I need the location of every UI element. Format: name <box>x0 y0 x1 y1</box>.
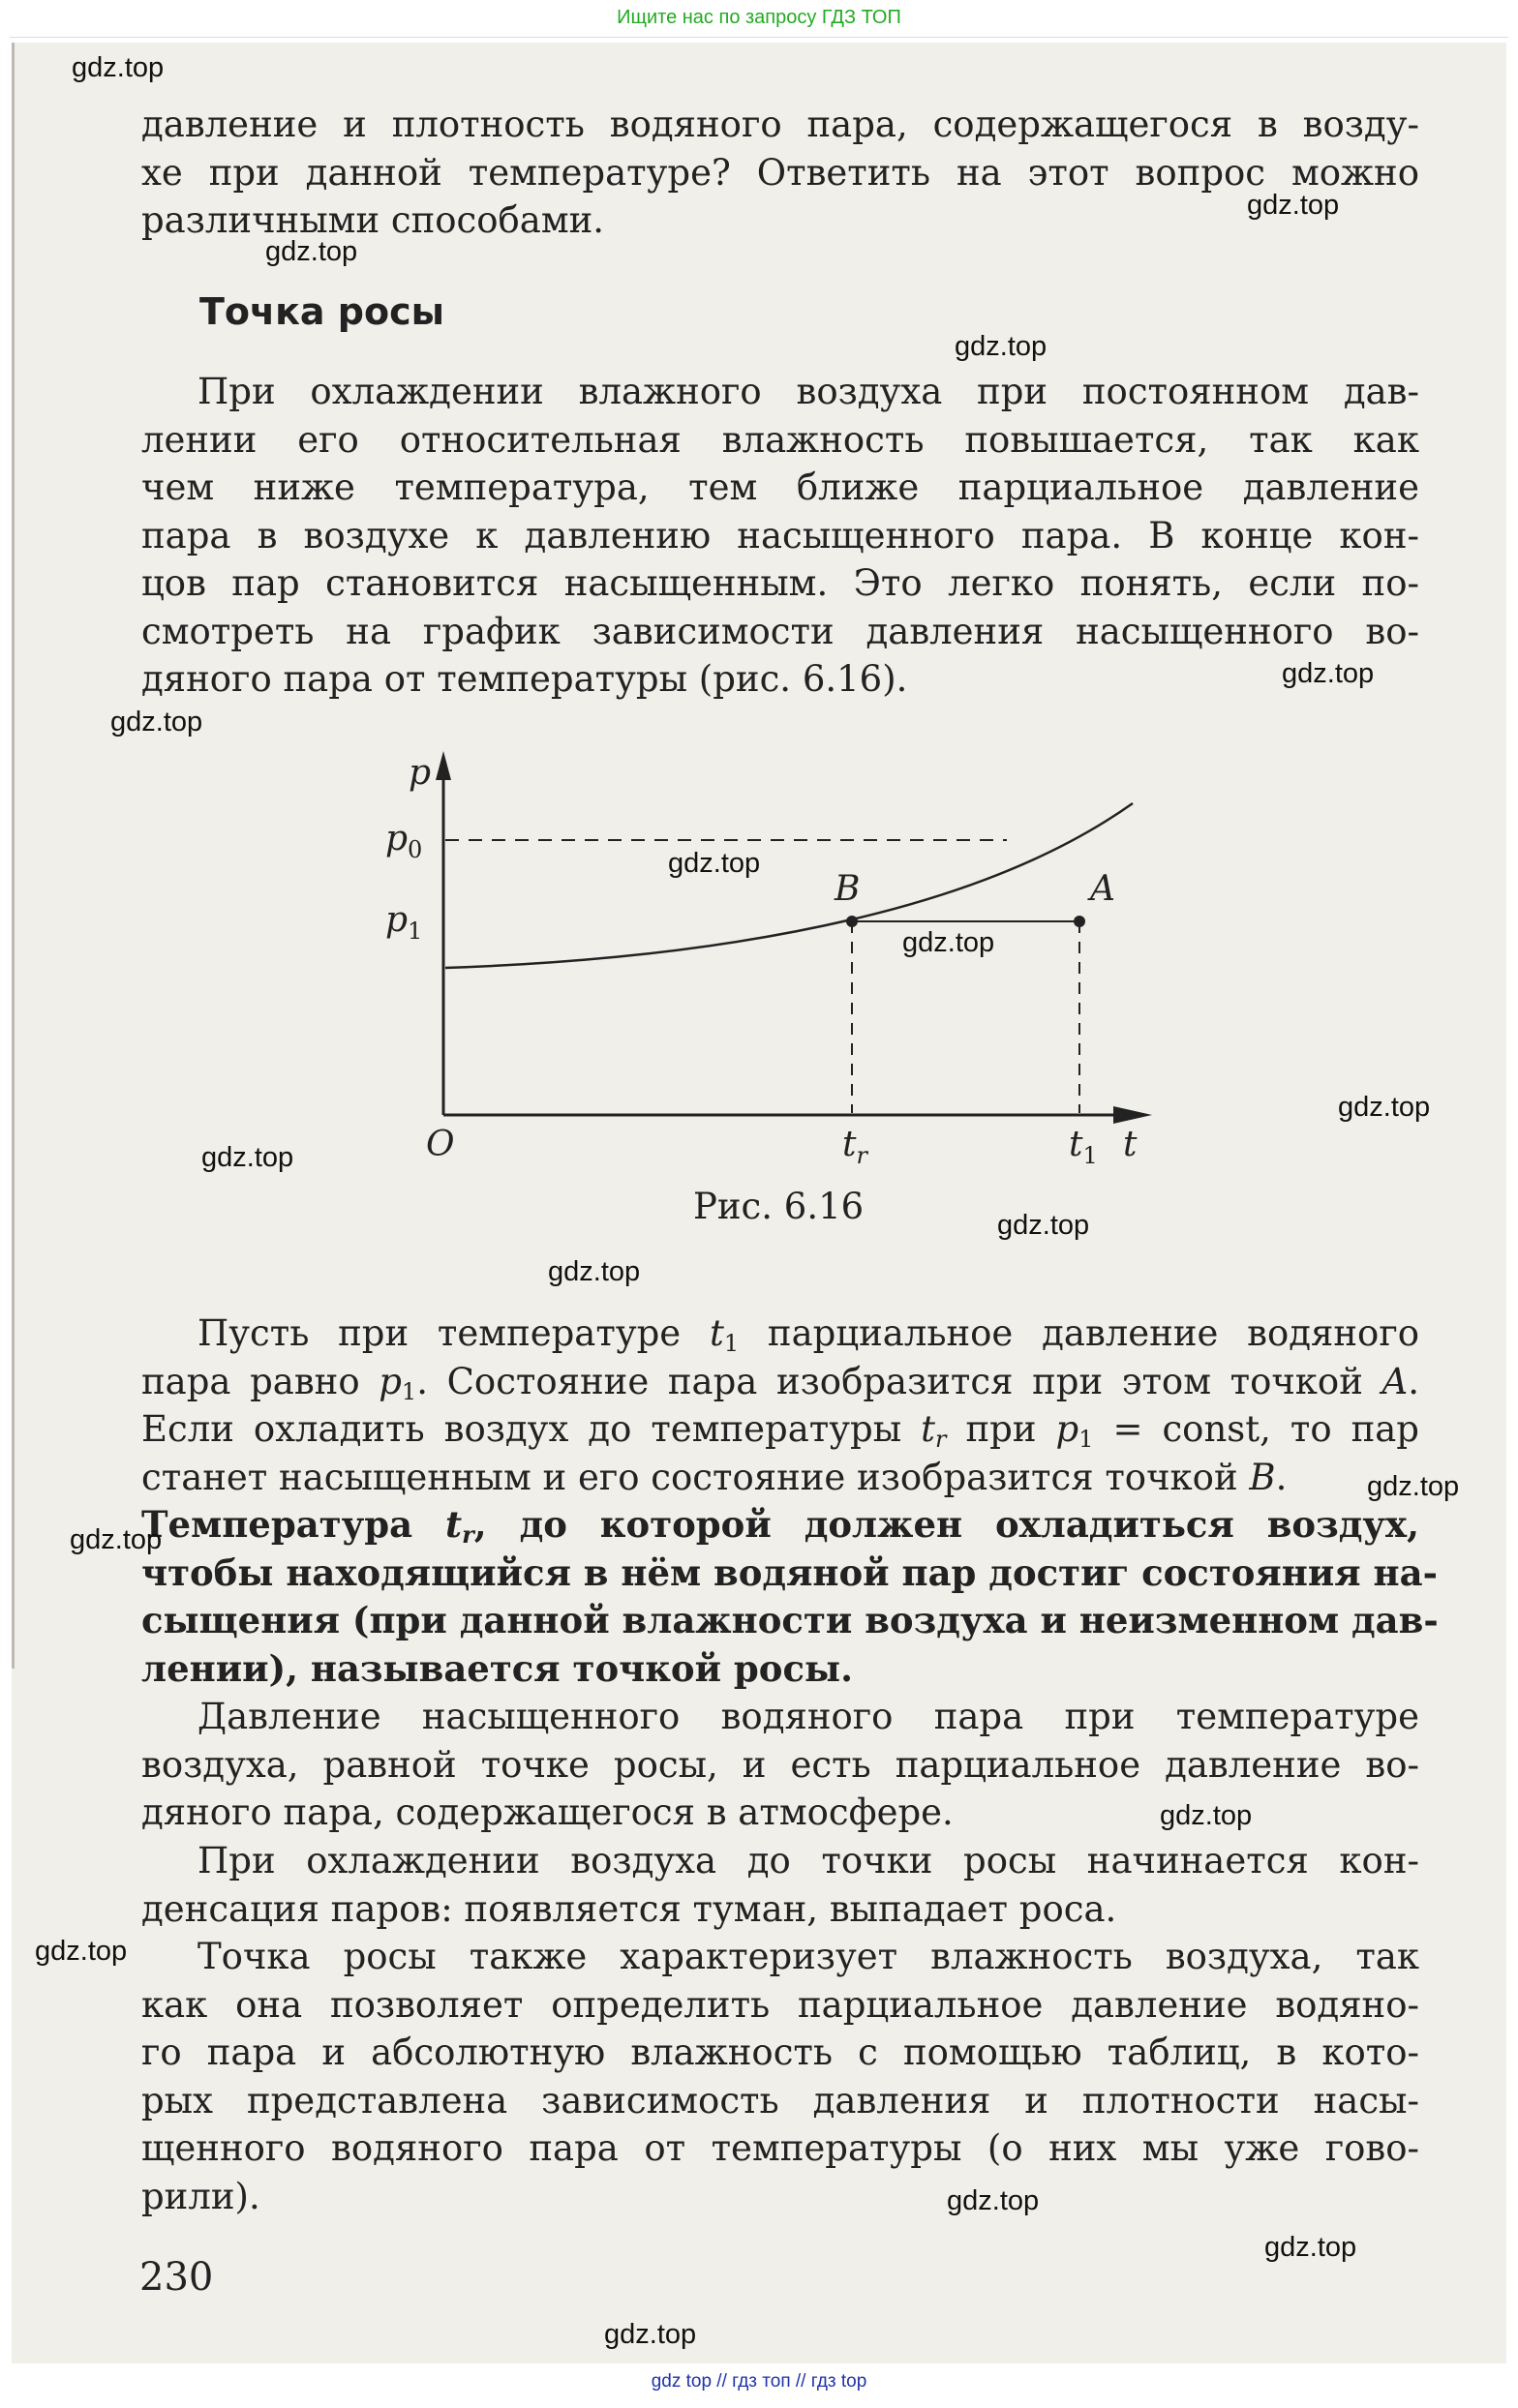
watermark: gdz.top <box>265 236 358 267</box>
point-a-label: A <box>1090 869 1115 909</box>
text-line: станет насыщенным и его состояние изобразится точкой B. <box>141 1456 1288 1498</box>
watermark: gdz.top <box>997 1210 1090 1241</box>
watermark: gdz.top <box>70 1524 163 1555</box>
text-line: пара равно $p_1$. Состояние пара изобразится при этом точкой A. <box>141 1360 1419 1405</box>
text-line: щенного водяного пара от температуры (о них мы уже гово- <box>141 2127 1419 2169</box>
x-axis-label: t <box>1123 1125 1138 1164</box>
y-axis-arrow <box>436 751 451 780</box>
paragraph-condensation <box>141 1837 1419 1933</box>
section-heading: Точка росы <box>199 290 444 333</box>
text-line: лении), называется точкой росы. <box>141 1646 853 1690</box>
text-line: лении его относительная влажность повышается, так как <box>141 418 1419 461</box>
text-line: рых представлена зависимость давления и плотности насы- <box>141 2079 1419 2122</box>
p1-label: $p_1$ <box>385 900 423 945</box>
text-line: чтобы находящийся в нём водяной пар достиг состояния на- <box>141 1550 1438 1594</box>
text-line: дяного пара, содержащегося в атмосфере. <box>141 1791 954 1833</box>
paragraph-example <box>141 1309 1419 1501</box>
text-line: При охлаждении воздуха до точки росы начинается кон- <box>197 1840 1419 1881</box>
point-a-marker <box>1074 916 1085 927</box>
figure-6-16 <box>368 745 1220 1171</box>
page-binding-edge <box>12 43 15 1669</box>
text-line: денсация паров: появляется туман, выпадает роса. <box>141 1887 1117 1930</box>
paragraph-humidity <box>141 1933 1419 2220</box>
figure-caption: Рис. 6.16 <box>693 1186 865 1227</box>
text-line: рили). <box>141 2175 260 2217</box>
watermark: gdz.top <box>110 707 203 737</box>
text-line: воздуха, равной точке росы, и есть парциальное давление во- <box>141 1743 1419 1786</box>
point-b-marker <box>846 916 858 927</box>
y-axis-label: p <box>409 753 432 793</box>
text-line: При охлаждении влажного воздуха при постоянном дав- <box>197 371 1419 412</box>
text-line: Пусть при температуре $t_1$ парциальное давление водяного <box>197 1312 1419 1357</box>
text-line: различными способами. <box>141 199 605 241</box>
watermark: gdz.top <box>201 1142 294 1173</box>
origin-label: O <box>426 1125 455 1164</box>
point-b-label: B <box>835 869 861 909</box>
text-line: давление и плотность водяного пара, содержащегося в возду- <box>141 104 1419 145</box>
text-line: Точка росы также характеризует влажность воздуха, так <box>197 1936 1419 1977</box>
footer-links: gdz top // гдз топ // гдз top <box>651 2371 867 2392</box>
watermark: gdz.top <box>1264 2232 1357 2263</box>
watermark: gdz.top <box>35 1936 128 1967</box>
text-line: как она позволяет определить парциальное давление водяно- <box>141 1983 1419 2026</box>
text-line: хе при данной температуре? Ответить на этот вопрос можно <box>141 151 1419 194</box>
text-line: Температура $t_r$, до которой должен охладиться воздух, <box>141 1503 1419 1549</box>
watermark: gdz.top <box>548 1256 641 1287</box>
watermark: gdz.top <box>1160 1800 1253 1831</box>
watermark: gdz.top <box>947 2185 1040 2216</box>
p0-label: $p_0$ <box>385 819 423 863</box>
text-line: сыщения (при данной влажности воздуха и неизменном дав- <box>141 1599 1439 1641</box>
watermark: gdz.top <box>1247 190 1340 221</box>
paragraph-definition <box>141 1501 1439 1693</box>
text-line: го пара и абсолютную влажность с помощью таблиц, в кото- <box>141 2032 1419 2073</box>
page-number: 230 <box>139 2255 214 2300</box>
x-axis-arrow <box>1113 1106 1152 1124</box>
banner-divider <box>10 37 1508 38</box>
top-banner: Ищите нас по запросу ГДЗ ТОП <box>617 7 901 28</box>
watermark: gdz.top <box>668 848 761 879</box>
tr-label: $t_r$ <box>842 1125 867 1169</box>
text-line: пара в воздухе к давлению насыщенного пара. В конце кон- <box>141 514 1419 557</box>
text-line: дяного пара от температуры (рис. 6.16). <box>141 658 908 700</box>
paragraph-intro <box>141 101 1419 245</box>
text-line: чем ниже температура, тем ближе парциальное давление <box>141 467 1419 508</box>
text-line: смотреть на график зависимости давления насыщенного во- <box>141 610 1419 652</box>
saturation-curve <box>445 803 1133 968</box>
watermark: gdz.top <box>1367 1471 1460 1502</box>
paragraph-cooling <box>141 368 1419 704</box>
text-line: Давление насыщенного водяного пара при температуре <box>197 1696 1419 1737</box>
text-line: цов пар становится насыщенным. Это легко понять, если по- <box>141 562 1419 604</box>
text-line: Если охладить воздух до температуры $t_r$ при $p_1$ = const, то пар <box>141 1408 1419 1453</box>
watermark: gdz.top <box>1338 1092 1431 1123</box>
watermark: gdz.top <box>955 331 1047 362</box>
watermark: gdz.top <box>604 2319 697 2350</box>
t1-label: $t_1$ <box>1069 1125 1098 1169</box>
watermark: gdz.top <box>72 52 165 83</box>
watermark: gdz.top <box>1282 658 1375 689</box>
watermark: gdz.top <box>902 927 995 958</box>
